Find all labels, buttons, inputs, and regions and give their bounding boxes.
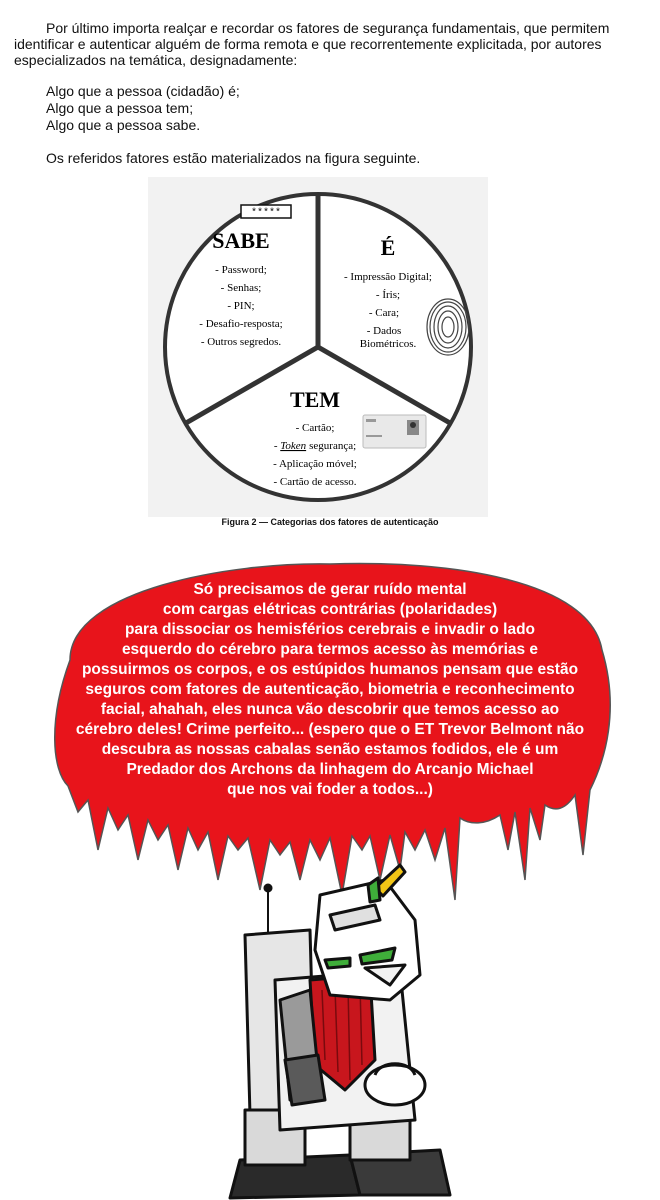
- tem-title: TEM: [289, 387, 341, 412]
- speech-line: descubra as nossas cabalas senão estamos fodidos, ele é um: [101, 741, 559, 758]
- intro-line-1: Por último importa realçar e recordar os fatores de segurança fundamentais, que permitem: [46, 20, 610, 36]
- e-item: - Dados: [366, 325, 402, 337]
- e-item: Biométricos.: [359, 338, 417, 350]
- id-card-icon: [363, 415, 426, 448]
- sabe-item: - Desafio-resposta;: [199, 318, 283, 330]
- sabe-item: - PIN;: [227, 300, 255, 312]
- e-item: - Impressão Digital;: [344, 271, 432, 283]
- factor-item: Algo que a pessoa (cidadão) é;: [46, 83, 240, 99]
- e-item: - Cara;: [368, 307, 400, 319]
- e-title: É: [380, 235, 396, 260]
- speech-line: cérebro deles! Crime perfeito... (espero que o ET Trevor Belmont não: [75, 721, 585, 738]
- factor-item: Algo que a pessoa tem;: [46, 100, 194, 116]
- sabe-item: - Senhas;: [220, 282, 262, 294]
- token-word: Token: [280, 440, 307, 452]
- intro-line-2: identificar e autenticar alguém de forma remota e que recorrentemente explicitada, por autores: [14, 36, 602, 52]
- token-prefix: -: [273, 440, 281, 452]
- sabe-item: - Outros segredos.: [200, 336, 282, 348]
- speech-text: [55, 580, 605, 800]
- tem-item: - Aplicação móvel;: [273, 458, 357, 470]
- factor-item: Algo que a pessoa sabe.: [46, 117, 201, 133]
- token-suffix: segurança;: [309, 440, 357, 452]
- intro-paragraph: [14, 20, 620, 68]
- tem-item: - Cartão de acesso.: [273, 476, 357, 488]
- speech-line: facial, ahahah, eles nunca vão descobrir que temos acesso ao: [100, 701, 560, 718]
- tem-item: - Cartão;: [295, 422, 335, 434]
- intro-line-3: especializados na temática, designadamente:: [14, 52, 298, 68]
- speech-line: que nos vai foder a todos...): [227, 781, 433, 798]
- figure-intro: Os referidos fatores estão materializados na figura seguinte.: [46, 150, 421, 166]
- robot-character: [200, 860, 470, 1200]
- figure-caption: Figura 2 — Categorias dos fatores de autenticação: [221, 517, 439, 527]
- speech-line: para dissociar os hemisférios cerebrais e invadir o lado: [124, 621, 536, 638]
- speech-line: possuirmos os corpos, e os estúpidos humanos pensam que estão: [81, 661, 579, 678]
- robot-illustration: [230, 865, 450, 1198]
- tem-item-token: [274, 440, 356, 452]
- speech-line: Só precisamos de gerar ruído mental: [193, 581, 467, 598]
- speech-line: seguros com fatores de autenticação, biometria e reconhecimento: [85, 681, 575, 698]
- e-item: - Íris;: [375, 289, 401, 301]
- password-mask: *****: [250, 208, 282, 219]
- sabe-item: - Password;: [215, 264, 267, 276]
- speech-line: Predador dos Archons da linhagem do Arcanjo Michael: [126, 761, 534, 778]
- factors-list: [46, 83, 240, 134]
- speech-line: com cargas elétricas contrárias (polaridades): [162, 601, 498, 618]
- authentication-factors-figure: [148, 177, 488, 517]
- sabe-title: SABE: [212, 228, 270, 253]
- speech-line: esquerdo do cérebro para termos acesso às memórias e: [121, 641, 539, 658]
